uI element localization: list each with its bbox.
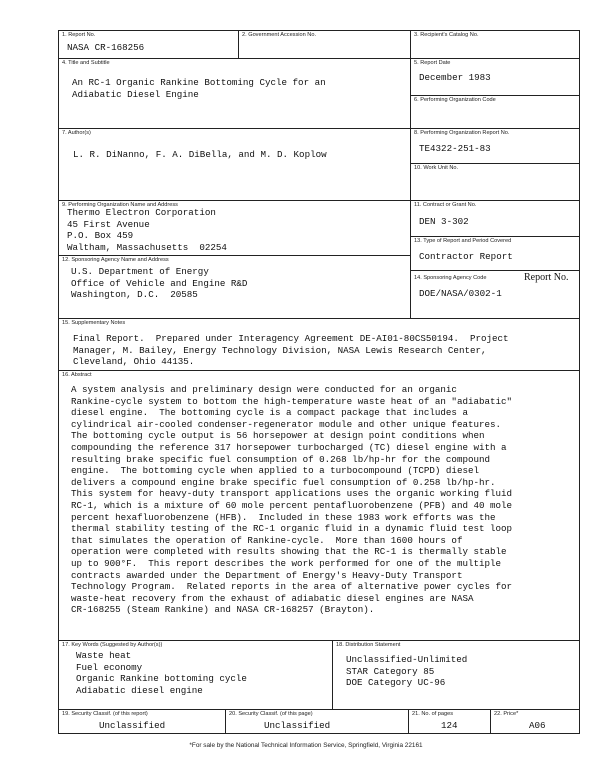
contract-no: DEN 3-302 (419, 216, 469, 227)
field-label: 5. Report Date (414, 60, 451, 66)
distribution: Unclassified-Unlimited STAR Category 85 DOE Category UC-96 (346, 654, 468, 689)
field-label: 20. Security Classif. (of this page) (229, 711, 313, 717)
sponsoring-agency-field (58, 255, 411, 319)
key-words: Waste heat Fuel economy Organic Rankine bottoming cycle Adiabatic diesel engine (76, 650, 247, 696)
report-title: An RC-1 Organic Rankine Bottoming Cycle for an Adiabatic Diesel Engine (72, 77, 326, 100)
field-label: 21. No. of pages (412, 711, 454, 717)
work-unit-field (410, 163, 580, 201)
field-label: 14. Sponsoring Agency Code (414, 275, 487, 281)
agency-code-field (410, 270, 580, 319)
supplementary-notes: Final Report. Prepared under Interagency Agreement DE-AI01-80CS50194. Project Manager, M. Bailey, Energy Technology Division, NASA Lewis Research Center, Cleveland, Ohio 44135. (73, 333, 509, 368)
org-report-no-field (410, 128, 580, 164)
org-report-no: TE4322-251-83 (419, 143, 491, 154)
report-date: December 1983 (419, 72, 491, 83)
field-label: 4. Title and Subtitle (62, 60, 110, 66)
field-label: 16. Abstract (62, 372, 92, 378)
distribution-field (332, 640, 580, 710)
field-label: 11. Contract or Grant No. (414, 202, 477, 208)
sponsoring-agency: U.S. Department of Energy Office of Vehicle and Engine R&D Washington, D.C. 20585 (71, 266, 248, 301)
field-label: 22. Price* (494, 711, 519, 717)
contract-no-field (410, 200, 580, 237)
supplementary-notes-field (58, 318, 580, 371)
field-label: 1. Report No. (62, 32, 96, 38)
field-label: 13. Type of Report and Period Covered (414, 238, 512, 244)
field-label: 9. Performing Organization Name and Address (62, 202, 178, 208)
org-code-field (410, 95, 580, 129)
field-label: 15. Supplementary Notes (62, 320, 126, 326)
field-label: 18. Distribution Statement (336, 642, 401, 648)
field-label: 17. Key Words (Suggested by Author(s)) (62, 642, 163, 648)
field-label: 12. Sponsoring Agency Name and Address (62, 257, 169, 263)
price-field (490, 709, 580, 734)
field-label: 3. Recipient's Catalog No. (414, 32, 479, 38)
field-label: 19. Security Classif. (of this report) (62, 711, 148, 717)
report-type: Contractor Report (419, 251, 513, 262)
field-label: 2. Government Accession No. (242, 32, 316, 38)
abstract-field (58, 370, 580, 641)
field-label: 8. Performing Organization Report No. (414, 130, 510, 136)
report-no-field (58, 30, 239, 59)
page-count: 124 (441, 720, 458, 731)
recipient-catalog-field (410, 30, 580, 59)
report-type-field (410, 236, 580, 271)
report-date-field (410, 58, 580, 96)
security-page-field (225, 709, 409, 734)
title-field (58, 58, 411, 129)
security-page: Unclassified (264, 720, 331, 731)
key-words-field (58, 640, 333, 710)
security-report-field (58, 709, 226, 734)
price: A06 (529, 720, 546, 731)
field-label: 7. Author(s) (62, 130, 91, 136)
agency-code: DOE/NASA/0302-1 (419, 288, 502, 299)
performing-org-field (58, 200, 411, 256)
performing-org: Thermo Electron Corporation 45 First Avenue P.O. Box 459 Waltham, Massachusetts 02254 (67, 207, 227, 253)
pages-field (408, 709, 491, 734)
gov-accession-field (238, 30, 411, 59)
field-label: 6. Performing Organization Code (414, 97, 496, 103)
security-report: Unclassified (99, 720, 166, 731)
report-no: NASA CR-168256 (67, 42, 145, 53)
authors: L. R. DiNanno, F. A. DiBella, and M. D. Koplow (73, 149, 327, 160)
authors-field (58, 128, 411, 201)
abstract: A system analysis and preliminary design were conducted for an organic Rankine-cycle system to bottom the high-temperature waste heat of an "adiabatic" diesel engine. The bottoming cycle is a compact package that includes a cylindrical air-cooled condenser-regenerator module and other unique features. The bottoming cycle output is 56 horsepower at design point conditions when compounding the reference 317 horsepower turbocharged (TC) diesel engine with a resulting brake specific fuel consumption of 0.268 lb/hp-hr for the compound engine. The bottoming cycle when applied to a turbocompound (TCPD) diesel delivers a compound engine brake specific fuel consumption of 0.258 lb/hp-hr. This system for heavy-duty transport applications uses the organic working fluid RC-1, which is a mixture of 60 mole percent pentafluorobenzene (PFB) and 40 mole percent hexafluorobenzene (HFB). Included in these 1983 work efforts was the thermal stability testing of the RC-1 organic fluid in a dynamic fluid test loop that simulates the operation of Rankine-cycle. More than 1600 hours of operation were completed with results showing that the RC-1 is thermally stable up to 900°F. This report describes the work performed for one of the multiple contracts awarded under the Department of Energy's Heavy-Duty Transport Technology Program. Related reports in the area of alternative power cycles for waste-heat recovery from the exhaust of adiabatic diesel engines are NASA CR-168255 (Steam Rankine) and NASA CR-168257 (Brayton). (71, 384, 513, 616)
footnote: *For sale by the National Technical Information Service, Springfield, Virginia 22161 (189, 742, 423, 749)
field-label: 10. Work Unit No. (414, 165, 459, 171)
report-no-handwritten: Report No. (524, 272, 569, 283)
